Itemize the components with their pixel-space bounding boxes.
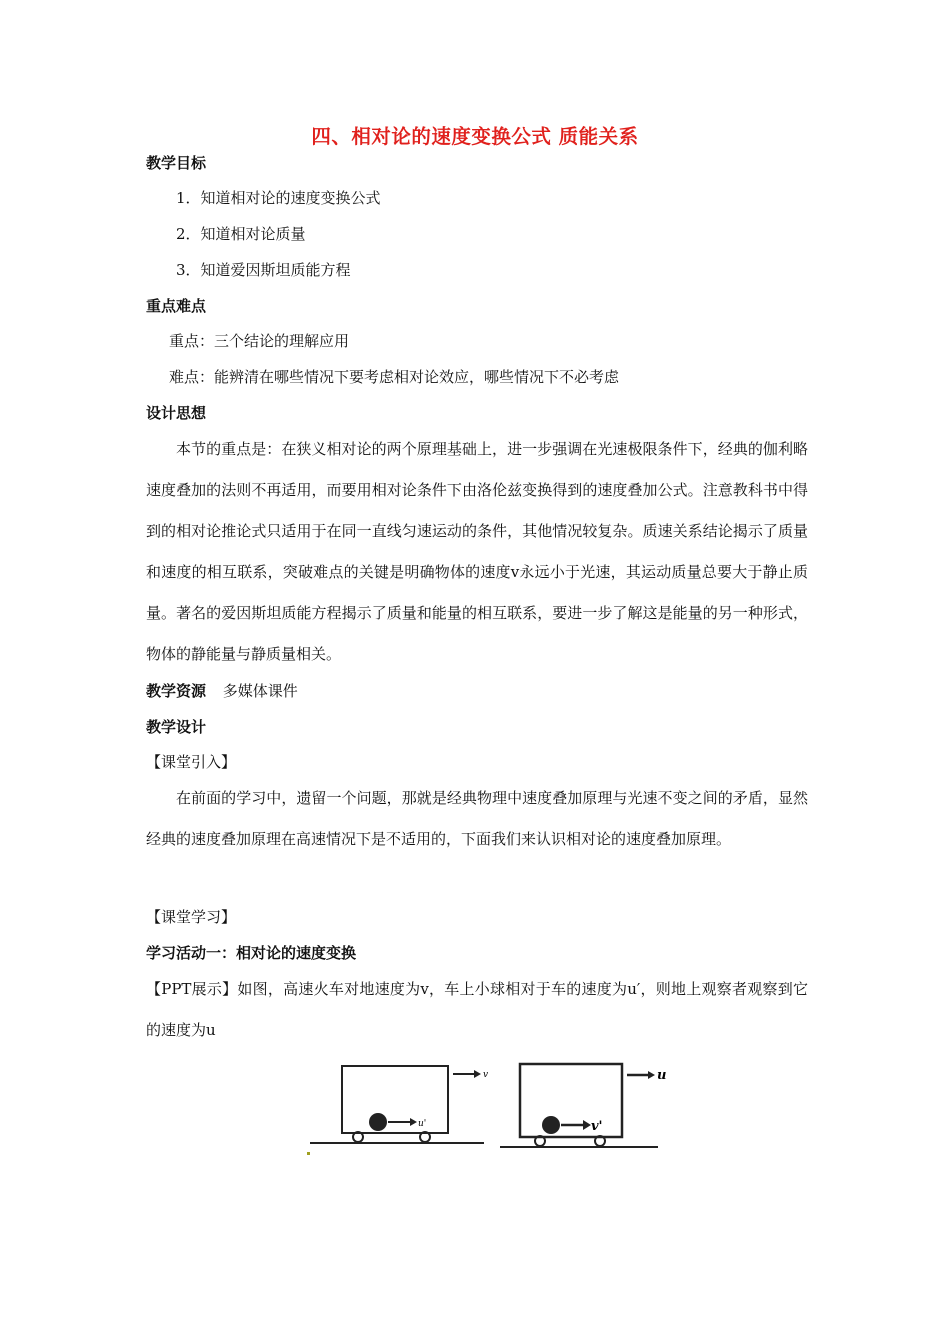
focus-line: 重点：三个结论的理解应用: [169, 332, 350, 350]
right-ball-arrowhead: [583, 1120, 591, 1130]
train-figure-svg: [300, 1058, 670, 1168]
intro-paragraph: 在前面的学习中，遗留一个问题，那就是经典物理中速度叠加原理与光速不变之间的矛盾，显然经典的速度叠加原理在高速情况下是不适用的，下面我们来认识相对论的速度叠加原理。: [146, 789, 808, 848]
left-ball: [369, 1113, 387, 1131]
design-heading: 设计思想: [146, 404, 207, 422]
study-tag: 【课堂学习】: [146, 908, 237, 926]
left-train-scene: [310, 1066, 488, 1143]
left-ball-arrowhead: [410, 1118, 417, 1126]
right-ball-velocity-label: v': [591, 1119, 603, 1134]
goals-heading: 教学目标: [146, 154, 207, 172]
document-title: 四、相对论的速度变换公式 质能关系: [311, 125, 639, 148]
left-ball-velocity-label: u': [418, 1119, 427, 1129]
ppt-paragraph: 【PPT展示】如图，高速火车对地速度为v，车上小球相对于车的速度为u′，则地上观察者观察到它的速度为u: [146, 980, 808, 1039]
resources-value: 多媒体课件: [222, 682, 298, 700]
key-points-heading: 重点难点: [146, 297, 207, 315]
right-ball: [542, 1116, 560, 1134]
goal-item-1: 1．知道相对论的速度变换公式: [176, 189, 381, 207]
goal-item-3: 3．知道爱因斯坦质能方程: [176, 261, 351, 279]
left-car-arrowhead: [474, 1070, 481, 1078]
train-diagram: [300, 1058, 670, 1172]
goal-item-2: 2．知道相对论质量: [176, 225, 306, 243]
resources-line: [146, 681, 298, 701]
resources-heading: 教学资源: [146, 682, 207, 700]
activity-heading: 学习活动一：相对论的速度变换: [146, 944, 357, 962]
design-paragraph: 本节的重点是：在狭义相对论的两个原理基础上，进一步强调在光速极限条件下，经典的伽利略速度叠加的法则不再适用，而要用相对论条件下由洛伦兹变换得到的速度叠加公式。注意教科书中得到的相对论推论式只适用于在同一直线匀速运动的条件，其他情况较复杂。质速关系结论揭示了质量和速度的相互联系，突破难点的关键是明确物体的速度v永远小于光速，其运动质量总要大于静止质量。著名的爱因斯坦质能方程揭示了质量和能量的相互联系，要进一步了解这是能量的另一种形式，物体的静能量与静质量相关。: [146, 440, 808, 663]
teaching-design-heading: 教学设计: [146, 718, 207, 736]
right-car-arrowhead: [648, 1071, 655, 1079]
difficulty-line: 难点：能辨清在哪些情况下要考虑相对论效应，哪些情况下不必考虑: [169, 368, 620, 386]
left-car-velocity-label: v: [483, 1070, 489, 1080]
right-train-scene: [500, 1064, 666, 1147]
intro-tag: 【课堂引入】: [146, 753, 237, 771]
right-car-velocity-label: u: [657, 1068, 667, 1083]
stray-mark: [307, 1152, 310, 1155]
